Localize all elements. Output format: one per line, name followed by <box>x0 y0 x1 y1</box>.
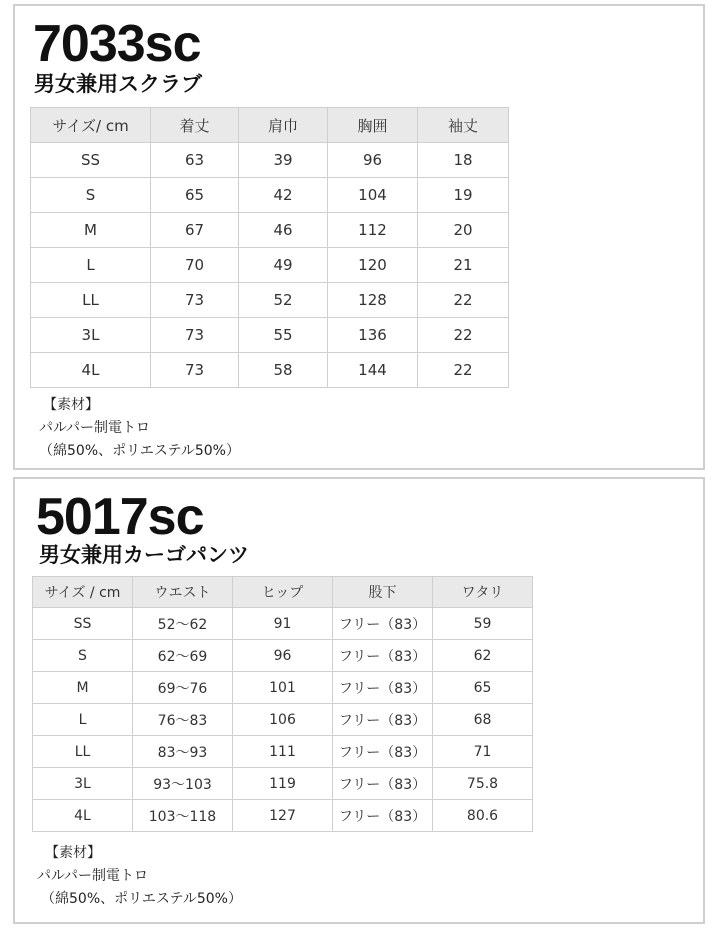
material-info <box>39 394 240 463</box>
table-cell: 68 <box>433 704 533 736</box>
table-cell: 18 <box>418 143 509 178</box>
table-row <box>33 608 533 640</box>
table-cell: 20 <box>418 213 509 248</box>
table-cell: 4L <box>33 800 133 832</box>
header-inseam: 股下 <box>333 577 433 608</box>
table-cell: 73 <box>151 283 239 318</box>
table-cell: 4L <box>31 353 151 388</box>
table-cell: 120 <box>328 248 418 283</box>
table-cell: 96 <box>328 143 418 178</box>
table-row <box>31 283 509 318</box>
table-cell: LL <box>31 283 151 318</box>
product-subtitle: 男女兼用スクラブ <box>34 72 202 96</box>
table-row <box>31 353 509 388</box>
size-table <box>30 107 509 388</box>
table-row <box>31 318 509 353</box>
table-cell: 21 <box>418 248 509 283</box>
table-row <box>33 800 533 832</box>
table-cell: SS <box>31 143 151 178</box>
table-row <box>33 704 533 736</box>
table-row <box>33 736 533 768</box>
table-header-row <box>31 108 509 143</box>
table-cell: L <box>33 704 133 736</box>
table-cell: M <box>33 672 133 704</box>
table-cell: フリー（83） <box>333 704 433 736</box>
header-thigh: ワタリ <box>433 577 533 608</box>
table-cell: 22 <box>418 353 509 388</box>
product-code: 7033sc <box>33 15 201 73</box>
table-row <box>33 640 533 672</box>
table-cell: 62 <box>433 640 533 672</box>
table-cell: 76〜83 <box>133 704 233 736</box>
header-sleeve: 袖丈 <box>418 108 509 143</box>
table-cell: 104 <box>328 178 418 213</box>
table-cell: フリー（83） <box>333 800 433 832</box>
table-cell: 58 <box>239 353 328 388</box>
material-name: パルパー制電トロ <box>39 420 151 436</box>
material-info <box>37 842 242 911</box>
table-cell: 52〜62 <box>133 608 233 640</box>
table-cell: 49 <box>239 248 328 283</box>
product-panel-7033sc <box>13 4 705 470</box>
material-heading: 【素材】 <box>45 845 101 861</box>
table-row <box>31 143 509 178</box>
table-cell: 101 <box>233 672 333 704</box>
material-heading: 【素材】 <box>43 397 99 413</box>
table-cell: 136 <box>328 318 418 353</box>
table-cell: 46 <box>239 213 328 248</box>
table-cell: 39 <box>239 143 328 178</box>
table-cell: 73 <box>151 353 239 388</box>
table-cell: フリー（83） <box>333 768 433 800</box>
product-subtitle: 男女兼用カーゴパンツ <box>39 543 249 567</box>
size-table <box>32 576 533 832</box>
table-cell: 52 <box>239 283 328 318</box>
table-cell: 65 <box>151 178 239 213</box>
table-row <box>31 248 509 283</box>
table-cell: 93〜103 <box>133 768 233 800</box>
table-row <box>31 178 509 213</box>
header-waist: ウエスト <box>133 577 233 608</box>
table-cell: 106 <box>233 704 333 736</box>
header-hip: ヒップ <box>233 577 333 608</box>
material-composition: （綿50%、ポリエステル50%） <box>41 891 242 907</box>
header-size: サイズ / cm <box>33 577 133 608</box>
table-cell: 80.6 <box>433 800 533 832</box>
table-cell: 3L <box>31 318 151 353</box>
table-cell: 69〜76 <box>133 672 233 704</box>
table-cell: 65 <box>433 672 533 704</box>
table-cell: フリー（83） <box>333 608 433 640</box>
table-cell: 42 <box>239 178 328 213</box>
table-cell: 127 <box>233 800 333 832</box>
table-cell: 144 <box>328 353 418 388</box>
material-composition: （綿50%、ポリエステル50%） <box>39 443 240 459</box>
table-cell: S <box>33 640 133 672</box>
product-code: 5017sc <box>36 488 204 546</box>
table-cell: 111 <box>233 736 333 768</box>
header-chest: 胸囲 <box>328 108 418 143</box>
table-cell: 59 <box>433 608 533 640</box>
table-cell: フリー（83） <box>333 736 433 768</box>
header-length: 着丈 <box>151 108 239 143</box>
product-panel-5017sc <box>13 477 705 924</box>
table-cell: L <box>31 248 151 283</box>
table-cell: 83〜93 <box>133 736 233 768</box>
table-cell: 91 <box>233 608 333 640</box>
table-cell: S <box>31 178 151 213</box>
table-cell: 62〜69 <box>133 640 233 672</box>
table-cell: 73 <box>151 318 239 353</box>
table-header-row <box>33 577 533 608</box>
table-cell: 22 <box>418 283 509 318</box>
table-cell: M <box>31 213 151 248</box>
table-cell: 67 <box>151 213 239 248</box>
table-cell: 22 <box>418 318 509 353</box>
table-cell: 128 <box>328 283 418 318</box>
table-cell: 3L <box>33 768 133 800</box>
header-shoulder: 肩巾 <box>239 108 328 143</box>
table-row <box>31 213 509 248</box>
table-cell: 119 <box>233 768 333 800</box>
material-name: パルパー制電トロ <box>37 868 149 884</box>
table-cell: 71 <box>433 736 533 768</box>
table-cell: 19 <box>418 178 509 213</box>
table-cell: 63 <box>151 143 239 178</box>
table-row <box>33 768 533 800</box>
table-cell: フリー（83） <box>333 672 433 704</box>
table-row <box>33 672 533 704</box>
table-cell: 55 <box>239 318 328 353</box>
table-cell: LL <box>33 736 133 768</box>
table-cell: 75.8 <box>433 768 533 800</box>
table-cell: 70 <box>151 248 239 283</box>
table-cell: 96 <box>233 640 333 672</box>
table-cell: SS <box>33 608 133 640</box>
header-size: サイズ/ cm <box>31 108 151 143</box>
table-cell: 112 <box>328 213 418 248</box>
table-cell: フリー（83） <box>333 640 433 672</box>
table-cell: 103〜118 <box>133 800 233 832</box>
